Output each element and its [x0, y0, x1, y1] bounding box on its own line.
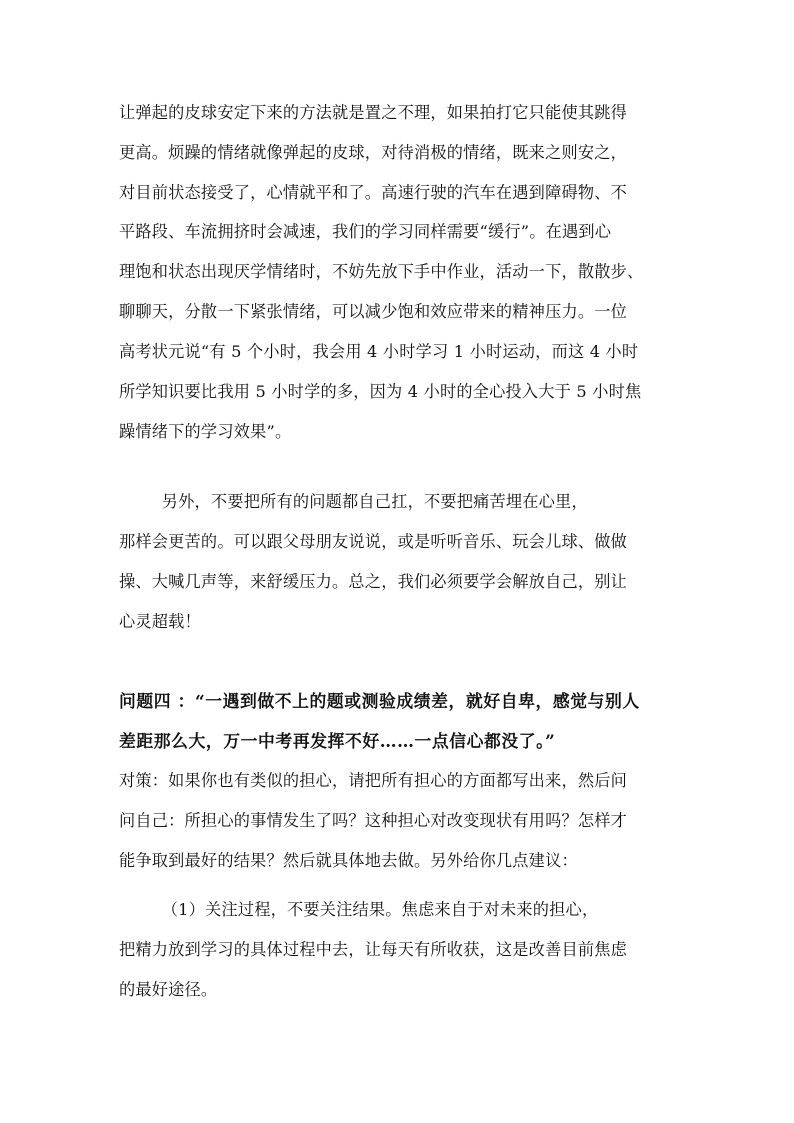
text-line: 所学知识要比我用 5 小时学的多，因为 4 小时的全心投入大于 5 小时焦 — [119, 382, 642, 401]
text-line: 高考状元说“有 5 个小时，我会用 4 小时学习 1 小时运动，而这 4 小时 — [119, 342, 639, 361]
text-line: 更高。烦躁的情绪就像弹起的皮球，对待消极的情绪，既来之则安之， — [119, 143, 628, 162]
text-line: 平路段、车流拥挤时会减速，我们的学习同样需要“缓行”。在遇到心 — [119, 222, 612, 241]
text-line: 操、大喊几声等，来舒缓压力。总之，我们必须要学会解放自己，别让 — [119, 572, 628, 591]
text-line: 的最好途径。 — [119, 980, 218, 999]
text-line: 把精力放到学习的具体过程中去，让每天有所收获，这是改善目前焦虑 — [119, 940, 628, 959]
text-line: 对目前状态接受了，心情就平和了。高速行驶的汽车在遇到障碍物、不 — [119, 183, 628, 202]
question-line: 差距那么大，万一中考再发挥不好……一点信心都没了。” — [119, 731, 556, 751]
text-line: （1）关注过程，不要关注结果。焦虑来自于对未来的担心， — [119, 900, 599, 919]
text-line: 问自己：所担心的事情发生了吗？这种担心对改变现状有用吗？怎样才 — [119, 811, 628, 830]
text-line: 理饱和状态出现厌学情绪时，不妨先放下手中作业，活动一下，散散步、 — [119, 262, 644, 281]
text-line: 对策：如果你也有类似的担心，请把所有担心的方面都写出来，然后问 — [119, 771, 628, 790]
text-line: 让弹起的皮球安定下来的方法就是置之不理，如果拍打它只能使其跳得 — [119, 103, 628, 122]
text-line: 能争取到最好的结果？然后就具体地去做。另外给你几点建议： — [119, 851, 578, 870]
text-line: 那样会更苦的。可以跟父母朋友说说，或是听听音乐、玩会儿球、做做 — [119, 532, 628, 551]
text-line: 心灵超载！ — [119, 612, 201, 631]
text-line: 躁情绪下的学习效果”。 — [119, 422, 292, 441]
text-line: 另外，不要把所有的问题都自己扛，不要把痛苦埋在心里， — [119, 492, 588, 511]
text-line: 聊聊天，分散一下紧张情绪，可以减少饱和效应带来的精神压力。一位 — [119, 302, 628, 321]
question-line: 问题四 ：“一遇到做不上的题或测验成绩差，就好自卑，感觉与别人 — [119, 691, 640, 711]
